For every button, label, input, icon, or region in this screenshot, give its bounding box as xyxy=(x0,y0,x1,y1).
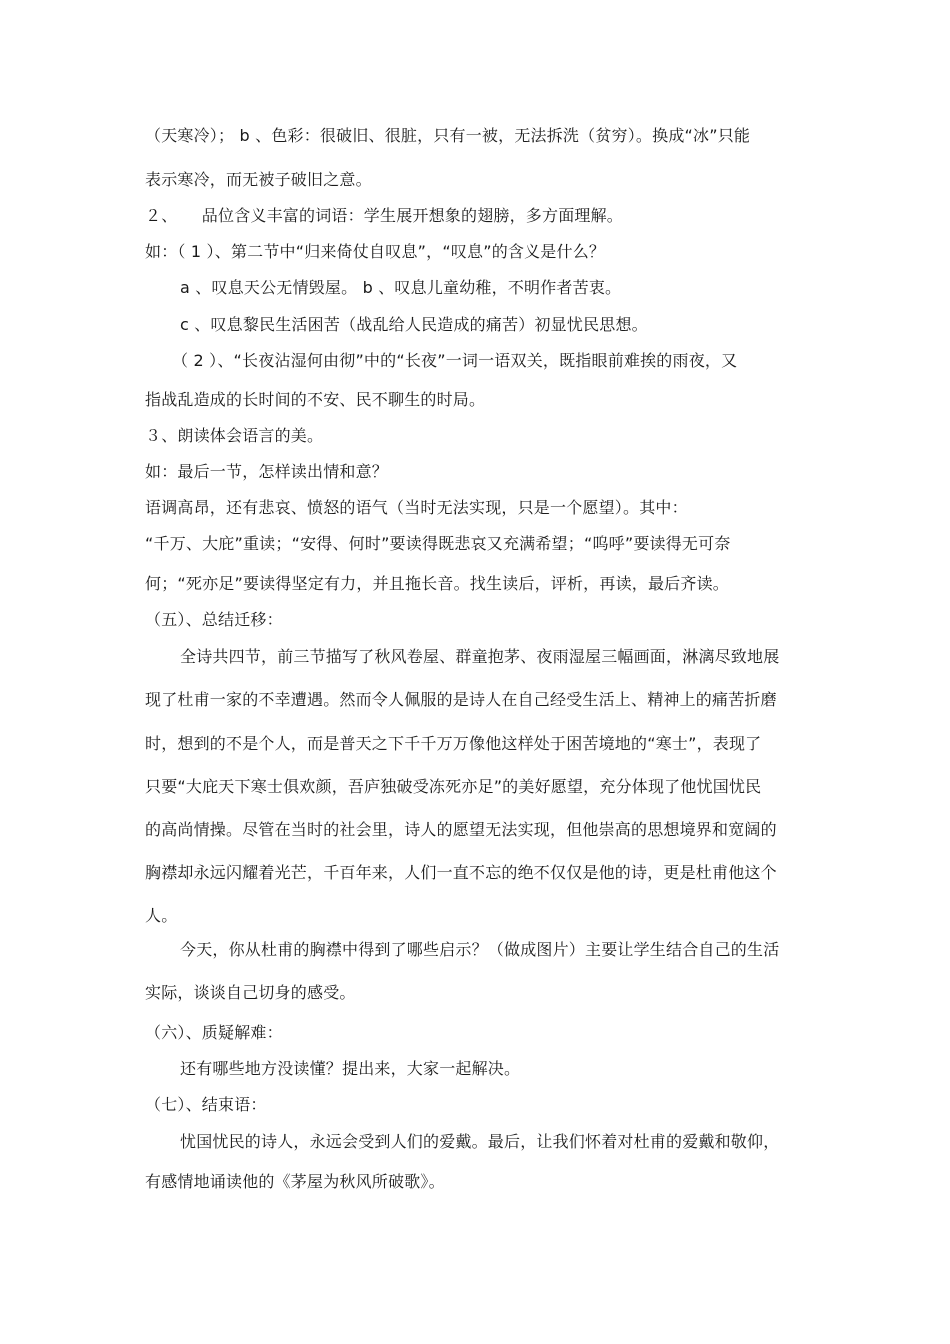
text-line: （天寒冷）； b 、色彩：很破旧、很脏，只有一被，无法拆洗（贫穷）。换成“冰”只能 xyxy=(145,126,751,145)
text-line: 时，想到的不是个人，而是普天之下千千万万像他这样处于困苦境地的“寒士”，表现了 xyxy=(145,734,762,753)
text-line: 人。 xyxy=(145,906,178,925)
text-line: 实际，谈谈自己切身的感受。 xyxy=(145,983,356,1002)
text-line: 胸襟却永远闪耀着光芒，千百年来，人们一直不忘的绝不仅仅是他的诗，更是杜甫他这个 xyxy=(145,863,777,882)
text-line: ２、 品位含义丰富的词语：学生展开想象的翅膀，多方面理解。 xyxy=(145,206,624,225)
text-line: 只要“大庇天下寒士俱欢颜，吾庐独破受冻死亦足”的美好愿望，充分体现了他忧国忧民 xyxy=(145,777,762,796)
section-heading: （六）、质疑解难： xyxy=(145,1023,283,1042)
text-line: （ 2 ）、“长夜沾湿何由彻”中的“长夜”一词一语双关，既指眼前难挨的雨夜，又 xyxy=(172,351,738,370)
text-line: 如：最后一节，怎样读出情和意？ xyxy=(145,462,389,481)
text-line: “千万、大庇”重读；“安得、何时”要读得既悲哀又充满希望；“呜呼”要读得无可奈 xyxy=(145,534,731,553)
text-line: c 、叹息黎民生活困苦（战乱给人民造成的痛苦）初显忧民思想。 xyxy=(180,315,648,334)
text-line: 现了杜甫一家的不幸遭遇。然而令人佩服的是诗人在自己经受生活上、精神上的痛苦折磨 xyxy=(145,690,777,709)
text-line: 表示寒冷，而无被子破旧之意。 xyxy=(145,170,372,189)
text-line: 全诗共四节，前三节描写了秋风卷屋、群童抱茅、夜雨湿屋三幅画面，淋漓尽致地展 xyxy=(180,647,780,666)
text-line: 还有哪些地方没读懂？提出来，大家一起解决。 xyxy=(180,1059,521,1078)
section-heading: （七）、结束语： xyxy=(145,1095,267,1114)
text-line: 有感情地诵读他的《茅屋为秋风所破歌》。 xyxy=(145,1172,445,1191)
text-line: 如：（ 1 ）、第二节中“归来倚仗自叹息”，“叹息”的含义是什么？ xyxy=(145,242,606,261)
section-heading: （五）、总结迁移： xyxy=(145,610,283,629)
text-line: ３、朗读体会语言的美。 xyxy=(145,426,324,445)
text-line: 语调高昂，还有悲哀、愤怒的语气（当时无法实现，只是一个愿望）。其中： xyxy=(145,498,688,517)
text-line: 的高尚情操。尽管在当时的社会里，诗人的愿望无法实现，但他崇高的思想境界和宽阔的 xyxy=(145,820,777,839)
text-line: 指战乱造成的长时间的不安、民不聊生的时局。 xyxy=(145,390,486,409)
text-line: 今天，你从杜甫的胸襟中得到了哪些启示？（做成图片）主要让学生结合自己的生活 xyxy=(180,940,780,959)
text-line: 忧国忧民的诗人，永远会受到人们的爱戴。最后，让我们怀着对杜甫的爱戴和敬仰， xyxy=(180,1132,780,1151)
text-line: 何；“死亦足”要读得坚定有力，并且拖长音。找生读后，评析，再读，最后齐读。 xyxy=(145,574,729,593)
text-line: a 、叹息天公无情毁屋。 b 、叹息儿童幼稚，不明作者苦衷。 xyxy=(180,278,622,297)
